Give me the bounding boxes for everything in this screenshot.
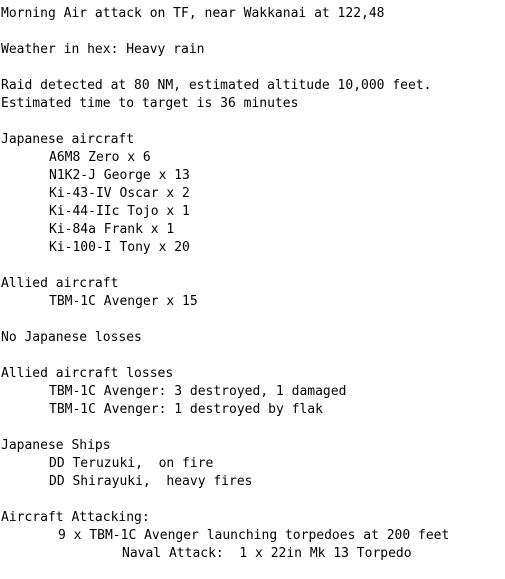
aircraft-attacking-title: Aircraft Attacking: (1, 510, 150, 525)
weather-line: Weather in hex: Heavy rain (1, 42, 205, 57)
spacer (1, 113, 503, 131)
spacer (1, 59, 503, 77)
japanese-aircraft-item: A6M8 Zero x 6 (49, 150, 151, 165)
japanese-aircraft-item: Ki-44-IIc Tojo x 1 (49, 204, 190, 219)
japanese-aircraft-item: Ki-43-IV Oscar x 2 (49, 186, 190, 201)
allied-aircraft-item: TBM-1C Avenger x 15 (49, 294, 198, 309)
spacer (1, 419, 503, 437)
allied-loss-item: TBM-1C Avenger: 1 destroyed by flak (49, 402, 323, 417)
japanese-losses-line: No Japanese losses (1, 330, 142, 345)
japanese-aircraft-item: Ki-84a Frank x 1 (49, 222, 175, 237)
japanese-ship-item: DD Teruzuki, on fire (49, 456, 214, 471)
spacer (1, 23, 503, 41)
report-heading: Morning Air attack on TF, near Wakkanai at 122,48 (1, 6, 385, 21)
allied-losses-title: Allied aircraft losses (1, 366, 174, 381)
combat-report (1, 5, 503, 563)
japanese-aircraft-item: Ki-100-I Tony x 20 (49, 240, 190, 255)
japanese-aircraft-title: Japanese aircraft (1, 132, 135, 147)
japanese-ship-item: DD Shirayuki, heavy fires (49, 474, 253, 489)
allied-aircraft-title: Allied aircraft (1, 276, 119, 291)
spacer (1, 257, 503, 275)
naval-attack-line: Naval Attack: 1 x 22in Mk 13 Torpedo (122, 546, 412, 561)
time-to-target-line: Estimated time to target is 36 minutes (1, 96, 299, 111)
japanese-aircraft-item: N1K2-J George x 13 (49, 168, 190, 183)
raid-detected-line: Raid detected at 80 NM, estimated altitude 10,000 feet. (1, 78, 432, 93)
attack-detail-line: 9 x TBM-1C Avenger launching torpedoes at 200 feet (58, 528, 450, 543)
spacer (1, 347, 503, 365)
japanese-ships-title: Japanese Ships (1, 438, 111, 453)
allied-loss-item: TBM-1C Avenger: 3 destroyed, 1 damaged (49, 384, 347, 399)
spacer (1, 311, 503, 329)
spacer (1, 491, 503, 509)
